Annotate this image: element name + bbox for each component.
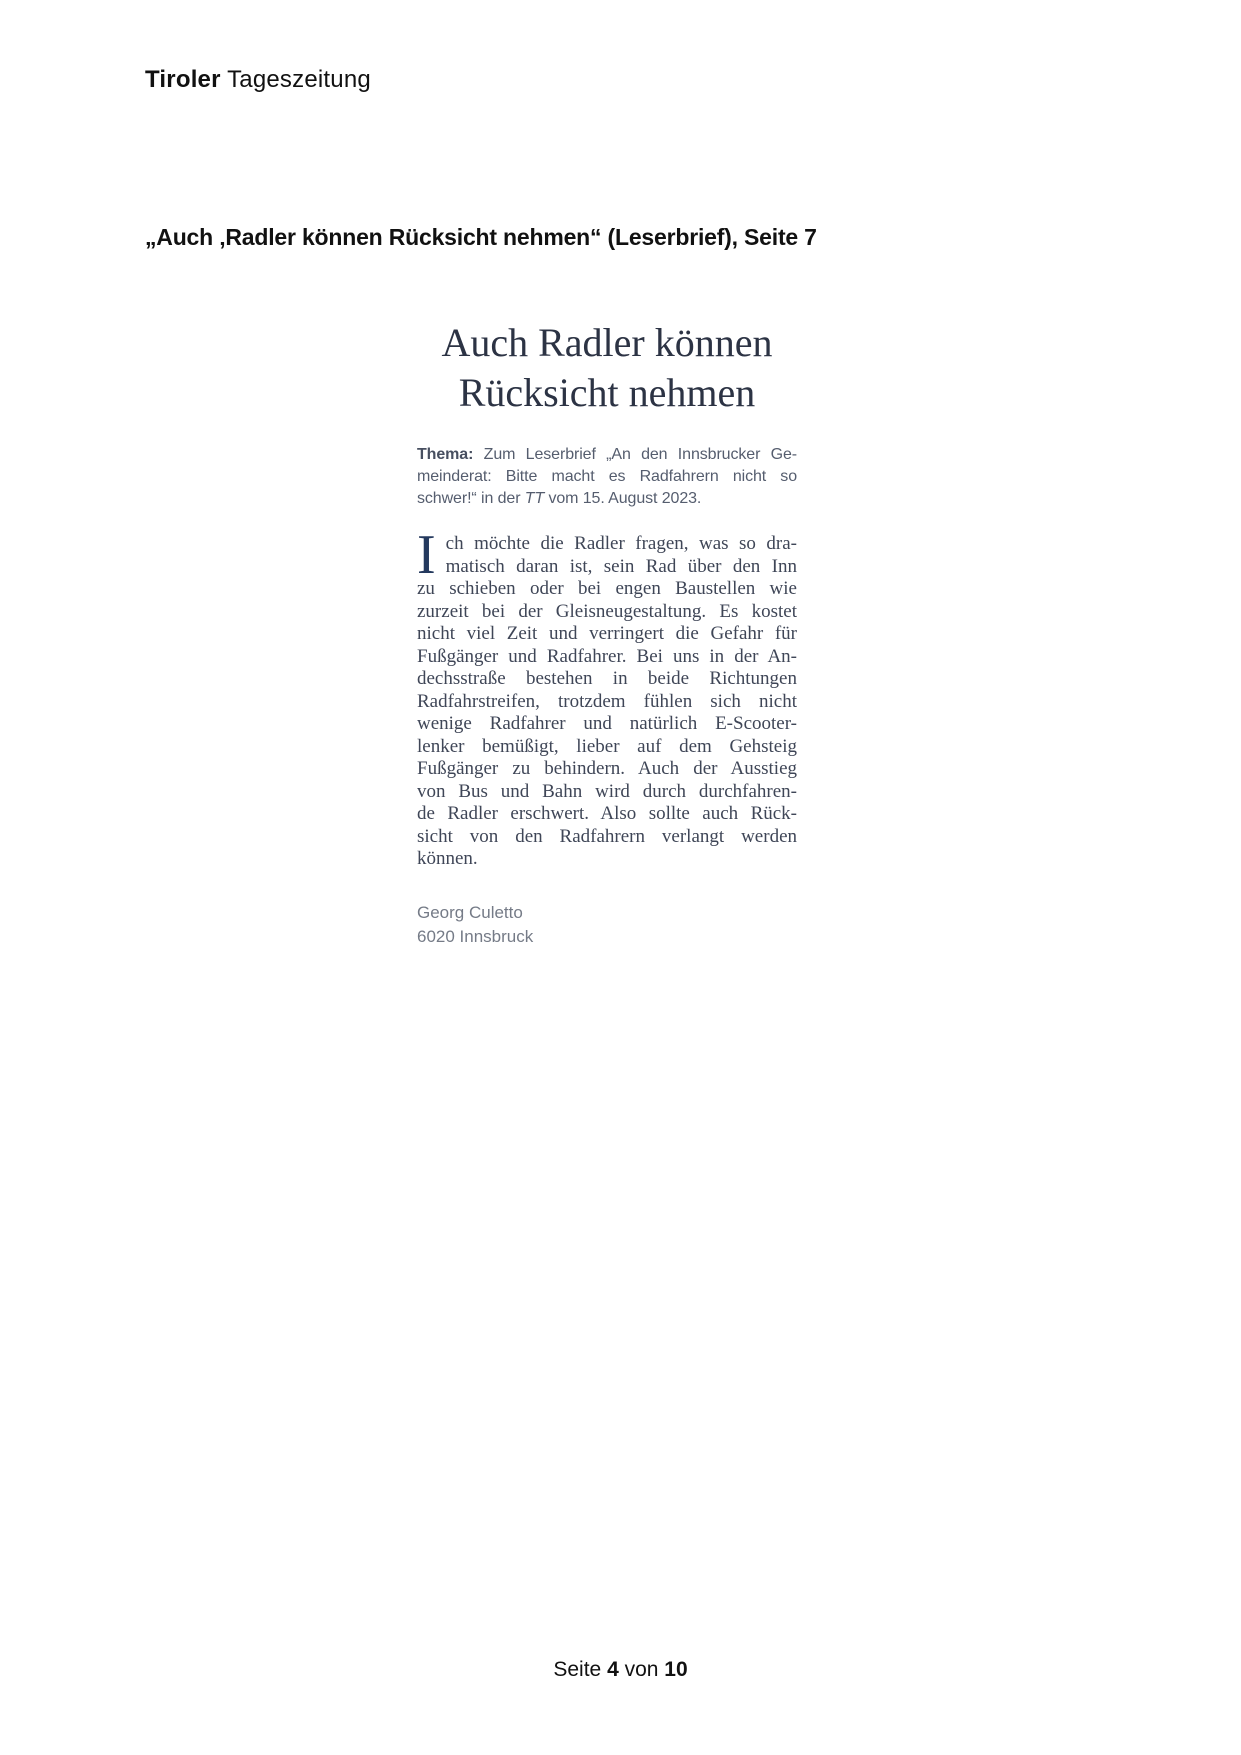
thema-text: Zum Leserbrief „An den Innsbrucker Ge- [473,446,797,463]
body-line: Fußgänger und Radfahrer. Bei uns in der An- [417,645,797,667]
footer-page-total: 10 [664,1658,688,1681]
body-line: von Bus und Bahn wird durch durchfahren- [417,780,797,802]
body-line: sicht von den Radfahrern verlangt werden [417,825,797,847]
article-title-line2: Rücksicht nehmen [458,370,756,415]
body-line: Radfahrstreifen, trotzdem fühlen sich nicht [417,690,797,712]
masthead-brand-bold: Tiroler [145,66,221,93]
signature-name: Georg Culetto [417,902,523,922]
masthead [145,66,371,94]
body-line: de Radler erschwert. Also sollte auch Rück- [417,803,797,824]
thema-label: Thema: [417,446,474,463]
body-line: zu schieben oder bei engen Baustellen wie [417,578,797,599]
clipping-headline: „Auch ‚Radler können Rücksicht nehmen“ (Leserbrief), Seite 7 [145,224,817,250]
thema-text: schwer!“ in der [417,490,525,507]
drop-cap: I [417,524,436,586]
footer-page-number: 4 [607,1658,619,1681]
body-line: lenker bemüßigt, lieber auf dem Gehsteig [417,735,797,757]
thema-tt-abbrev: TT [524,490,545,507]
body-line: nicht viel Zeit und verringert die Gefahr für [417,623,797,644]
masthead-brand-regular: Tageszeitung [220,66,371,93]
body-line: ch möchte die Radler fragen, was so dra- [445,533,797,554]
article-title-line1: Auch Radler können [441,320,773,365]
body-line: Fußgänger zu behindern. Auch der Ausstieg [417,758,797,779]
article-clipping [417,318,797,949]
body-line: zurzeit bei der Gleisneugestaltung. Es kostet [417,600,797,622]
thema-line [417,488,797,510]
body-line: können. [417,848,478,869]
signature-block [417,901,797,949]
signature-city: 6020 Innsbruck [417,926,534,946]
body-line: dechsstraße bestehen in beide Richtungen [417,668,797,689]
body-line: wenige Radfahrer und natürlich E-Scooter- [417,713,797,734]
body-line: matisch daran ist, sein Rad über den Inn [445,555,797,577]
thema-text: vom 15. August 2023. [544,490,702,507]
article-thema [417,444,797,510]
thema-line: meinderat: Bitte macht es Radfahrern nicht so [417,468,797,485]
footer-prefix: Seite [553,1658,602,1681]
article-body [417,524,797,871]
footer-separator: von [624,1658,659,1681]
page-footer [0,1658,1241,1682]
article-title [417,318,797,418]
thema-line [417,444,797,466]
